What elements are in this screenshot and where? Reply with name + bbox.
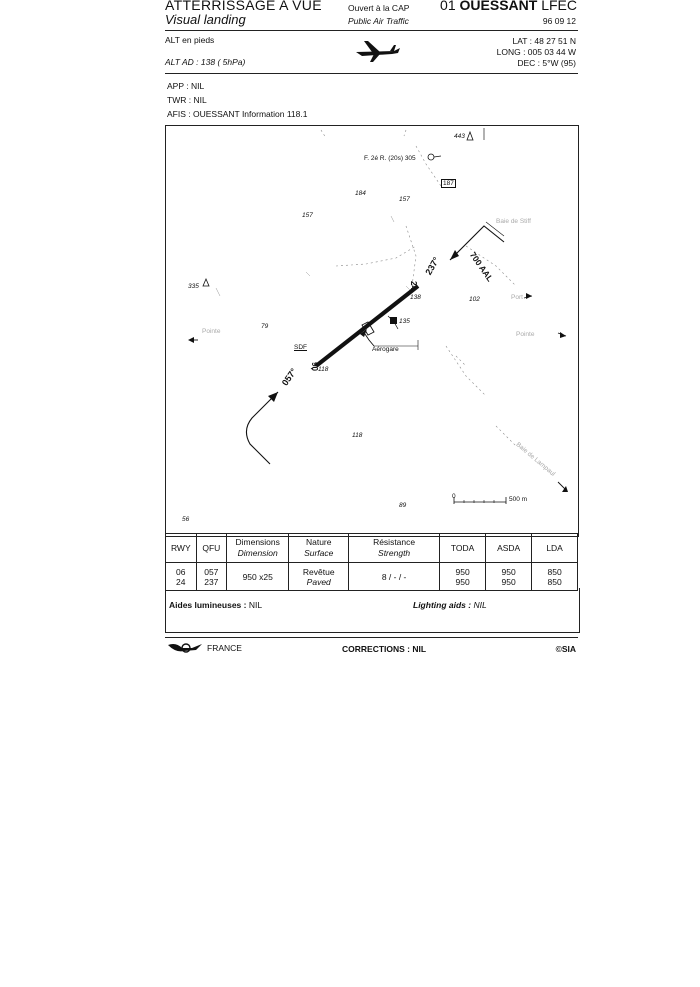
open-french: Ouvert à la CAP	[348, 3, 410, 13]
cell-dimensions: 950 x25	[227, 563, 289, 591]
alt-135: 135	[399, 318, 410, 325]
chart-id	[440, 0, 577, 13]
chart-number: 01	[440, 0, 456, 13]
alt-118-south: 118	[352, 432, 363, 439]
aero-light-label: F. 2é R. (20s) 305	[364, 155, 416, 162]
alt-ad: ALT AD : 138 ( 5hPa)	[165, 57, 246, 67]
col-strength: Résistance Strength	[349, 534, 440, 563]
icao-code: LFEC	[541, 0, 577, 13]
aerodrome-chart	[165, 125, 579, 537]
faint-port-label: Port	[511, 294, 523, 301]
box-187: 187	[443, 180, 454, 187]
alt-118-rwy: 118	[318, 366, 329, 373]
cell-strength: 8 / - / -	[349, 563, 440, 591]
cell-asda: 950 950	[486, 563, 532, 591]
heading-057: 057°	[279, 366, 299, 388]
rwy-24-marking: 24	[408, 281, 418, 290]
footer-corrections: CORRECTIONS : NIL	[342, 644, 427, 654]
col-asda: ASDA	[486, 534, 532, 563]
lighting-english: Lighting aids : NIL	[413, 600, 487, 610]
col-toda: TODA	[440, 534, 486, 563]
longitude: LONG : 005 03 44 W	[496, 47, 576, 57]
faint-pointe-label: Pointe	[516, 331, 535, 338]
aerodrome-name: OUESSANT	[459, 0, 538, 13]
cell-nature: Revêtue Paved	[289, 563, 349, 591]
aerogare-label: Aérogare	[372, 346, 399, 353]
scale-500m: 500 m	[509, 496, 528, 503]
obstacle-icon	[203, 279, 209, 286]
circuit-loop	[246, 392, 278, 464]
twr-frequency: TWR : NIL	[167, 95, 207, 105]
lighting-aids-box	[165, 588, 580, 633]
title-english: Visual landing	[165, 12, 246, 27]
declination: DEC : 5°W (95)	[517, 58, 576, 68]
footer-publisher: ©SIA	[555, 644, 576, 654]
heading-237: 237°	[423, 255, 442, 277]
lighting-french: Aides lumineuses : NIL	[169, 600, 263, 610]
col-nature: Nature Surface	[289, 534, 349, 563]
faint-bay-label: Baie de Stiff	[496, 218, 531, 225]
alt-138: 138	[410, 294, 421, 301]
aero-light-icon	[428, 154, 434, 160]
alt-335: 335	[188, 283, 199, 290]
alt-102: 102	[469, 296, 480, 303]
alt-79: 79	[261, 323, 269, 330]
runway-06-24	[316, 286, 418, 366]
col-dimensions: Dimensions Dimension	[227, 534, 289, 563]
faint-west-label: Pointe	[202, 328, 221, 335]
alt-89: 89	[399, 502, 407, 509]
circuit-altitude: 700 AAL	[467, 250, 496, 284]
cell-lda: 850 850	[532, 563, 578, 591]
col-qfu: QFU	[196, 534, 227, 563]
col-lda: LDA	[532, 534, 578, 563]
sdf-label: SDF	[294, 344, 307, 351]
alt-unit: ALT en pieds	[165, 35, 215, 45]
scale-zero: 0	[452, 493, 456, 500]
open-english: Public Air Traffic	[348, 16, 409, 26]
cell-rwy: 06 24	[166, 563, 197, 591]
alt-56: 56	[182, 516, 190, 523]
chart-date: 96 09 12	[542, 16, 576, 26]
col-rwy: RWY	[166, 534, 197, 563]
cell-toda: 950 950	[440, 563, 486, 591]
header-rule-2	[165, 73, 578, 74]
alt-443: 443	[454, 133, 465, 140]
alt-157-west: 157	[302, 212, 313, 219]
header-rule	[165, 30, 578, 31]
obstacle-icon	[467, 132, 473, 140]
sia-logo-icon	[166, 640, 204, 656]
afis-frequency: AFIS : OUESSANT Information 118.1	[167, 109, 308, 119]
table-header-row	[166, 534, 578, 563]
aircraft-icon	[354, 38, 402, 64]
alt-157-east: 157	[399, 196, 410, 203]
cell-qfu: 057 237	[196, 563, 227, 591]
footer-rule	[165, 637, 578, 638]
table-row	[166, 563, 578, 591]
alt-184: 184	[355, 190, 366, 197]
footer-country: FRANCE	[207, 643, 242, 653]
app-frequency: APP : NIL	[167, 81, 205, 91]
latitude: LAT : 48 27 51 N	[512, 36, 576, 46]
runway-table	[165, 533, 578, 591]
rwy-06-marking: 06	[310, 362, 320, 371]
parking-icon	[390, 317, 397, 324]
faint-south-label: Baie de Lampaul	[514, 441, 557, 478]
title-french: ATTERRISSAGE A VUE	[165, 0, 322, 13]
